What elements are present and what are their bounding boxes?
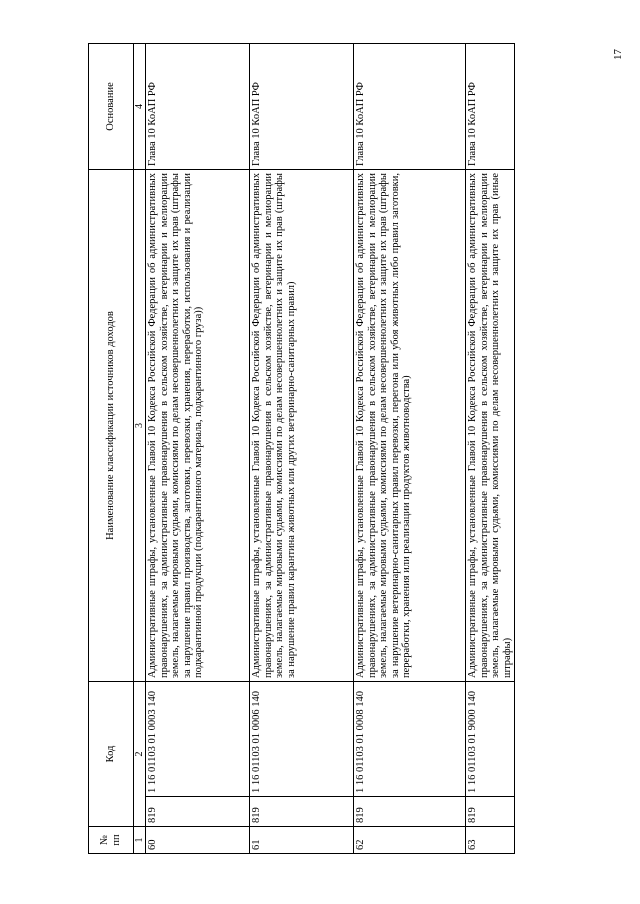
classification-code: 1 16 01103 01 0003 140 — [146, 682, 250, 797]
column-number: 1 — [134, 827, 146, 854]
column-number: 3 — [134, 170, 146, 682]
page-number: 17 — [612, 49, 624, 60]
row-number: 61 — [250, 827, 354, 854]
table-row — [250, 44, 354, 854]
classification-name: Административные штрафы, установленные Главой 10 Кодекса Российской Федерации об административных правонарушениях, за административные правонарушения в сельском хозяйстве, ветеринарии и мелиорации земель, налагаемые мировыми судьями, комиссиями по делам несовершеннолетних и защите их прав (штрафы за нарушение правил производства, заготовки, перевозки, хранения, переработки, использования и реализации подкарантинной продукции (подкарантинного материала, подкарантинного груза)) — [146, 170, 250, 682]
basis: Глава 10 КоАП РФ — [466, 44, 515, 170]
admin-code: 819 — [146, 797, 250, 827]
basis: Глава 10 КоАП РФ — [354, 44, 466, 170]
row-number: 63 — [466, 827, 515, 854]
table-row — [146, 44, 250, 854]
admin-code: 819 — [354, 797, 466, 827]
header-name: Наименование классификации источников доходов — [89, 170, 134, 682]
header-basis: Основание — [89, 44, 134, 170]
header-num: № пп — [89, 827, 134, 854]
row-number: 62 — [354, 827, 466, 854]
classification-name: Административные штрафы, установленные Главой 10 Кодекса Российской Федерации об административных правонарушениях, за административные правонарушения в сельском хозяйстве, ветеринарии и мелиорации земель, налагаемые мировыми судьями, комиссиями по делам несовершеннолетних и защите их прав (штрафы за нарушение ветеринарно-санитарных правил перевозки, перегона или убоя животных либо правил заготовки, переработки, хранения или реализации продуктов животноводства) — [354, 170, 466, 682]
classification-code: 1 16 01103 01 9000 140 — [466, 682, 515, 797]
table-row — [354, 44, 466, 854]
admin-code: 819 — [250, 797, 354, 827]
classification-code: 1 16 01103 01 0008 140 — [354, 682, 466, 797]
row-number: 60 — [146, 827, 250, 854]
classification-code: 1 16 01103 01 0006 140 — [250, 682, 354, 797]
basis: Глава 10 КоАП РФ — [146, 44, 250, 170]
header-code: Код — [89, 682, 134, 827]
basis: Глава 10 КоАП РФ — [250, 44, 354, 170]
classification-name: Административные штрафы, установленные Главой 10 Кодекса Российской Федерации об административных правонарушениях, за административные правонарушения в сельском хозяйстве, ветеринарии и мелиорации земель, налагаемые мировыми судьями, комиссиями по делам несовершеннолетних и защите их прав (штрафы за нарушение правил карантина животных или других ветеринарно-санитарных правил) — [250, 170, 354, 682]
column-number: 4 — [134, 44, 146, 170]
admin-code: 819 — [466, 797, 515, 827]
table-row — [466, 44, 515, 854]
income-sources-table — [88, 43, 515, 854]
column-number: 2 — [134, 682, 146, 827]
classification-name: Административные штрафы, установленные Главой 10 Кодекса Российской Федерации об административных правонарушениях, за административные правонарушения в сельском хозяйстве, ветеринарии и мелиорации земель, налагаемые мировыми судьями, комиссиями по делам несовершеннолетних и защите их прав (иные штрафы) — [466, 170, 515, 682]
rotated-table-container — [88, 44, 520, 854]
